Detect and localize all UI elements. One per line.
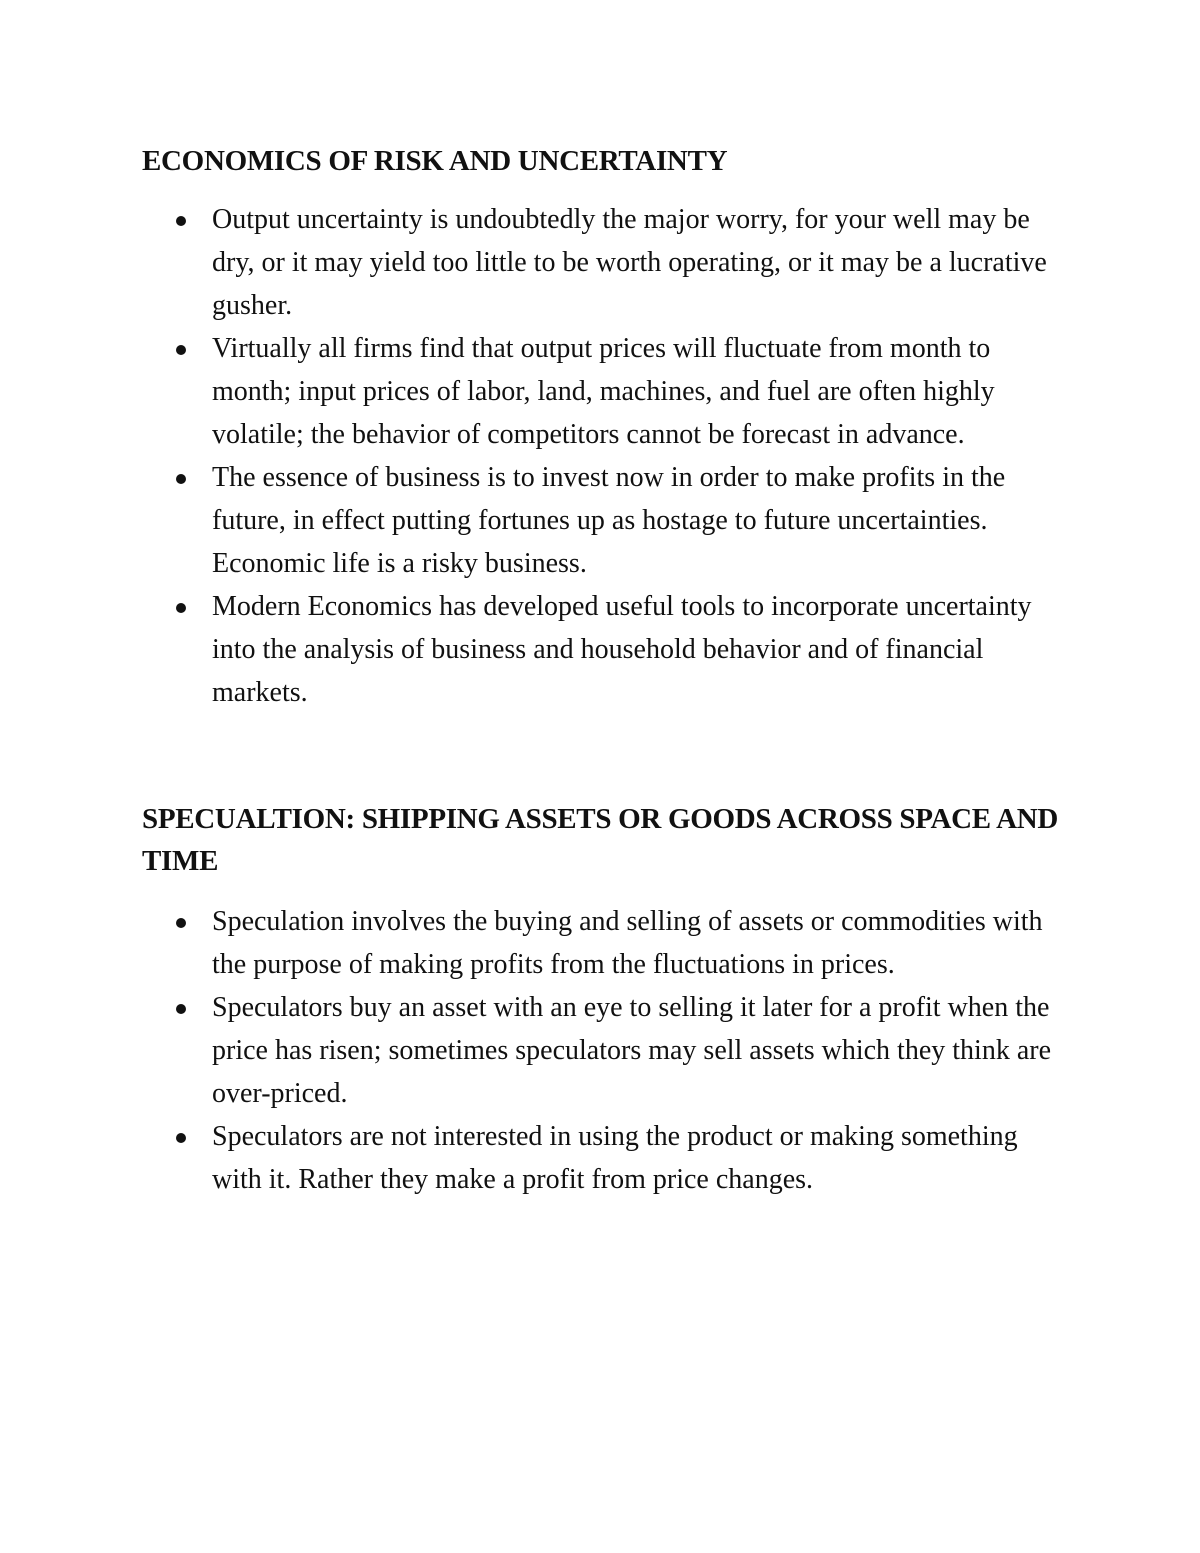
list-item (142, 1115, 1072, 1201)
bullet-list (142, 900, 1072, 1201)
bullet-icon (176, 918, 186, 928)
bullet-list (142, 198, 1072, 714)
list-item-text: Modern Economics has developed useful tools to incorporate uncertainty into the analysis of business and household behavior and of financial markets. (212, 591, 1032, 708)
bullet-icon (176, 1004, 186, 1014)
section-speculation (142, 798, 1072, 1201)
bullet-icon (176, 345, 186, 355)
list-item-text: Output uncertainty is undoubtedly the major worry, for your well may be dry, or it may yield too little to be worth operating, or it may be a lucrative gusher. (212, 204, 1047, 321)
section-heading: ECONOMICS OF RISK AND UNCERTAINTY (142, 145, 728, 177)
bullet-icon (176, 603, 186, 613)
list-item (142, 585, 1072, 714)
list-item-text: The essence of business is to invest now in order to make profits in the future, in effect putting fortunes up as hostage to future uncertainties. Economic life is a risky business. (212, 462, 1006, 579)
document-content (142, 140, 1072, 1201)
list-item-text: Speculation involves the buying and selling of assets or commodities with the purpose of making profits from the fluctuations in prices. (212, 906, 1043, 980)
list-item (142, 900, 1072, 986)
list-item (142, 198, 1072, 327)
list-item-text: Speculators are not interested in using the product or making something with it. Rather they make a profit from price changes. (212, 1121, 1018, 1195)
section-heading: SPECUALTION: SHIPPING ASSETS OR GOODS ACROSS SPACE AND TIME (142, 803, 1059, 877)
list-item (142, 327, 1072, 456)
list-item (142, 986, 1072, 1115)
list-item (142, 456, 1072, 585)
bullet-icon (176, 216, 186, 226)
section-risk-uncertainty (142, 140, 1072, 714)
list-item-text: Virtually all firms find that output prices will fluctuate from month to month; input prices of labor, land, machines, and fuel are often highly volatile; the behavior of competitors cannot be forecast in advance. (212, 333, 995, 450)
bullet-icon (176, 474, 186, 484)
bullet-icon (176, 1133, 186, 1143)
list-item-text: Speculators buy an asset with an eye to selling it later for a profit when the price has risen; sometimes speculators may sell assets which they think are over-priced. (212, 992, 1052, 1109)
